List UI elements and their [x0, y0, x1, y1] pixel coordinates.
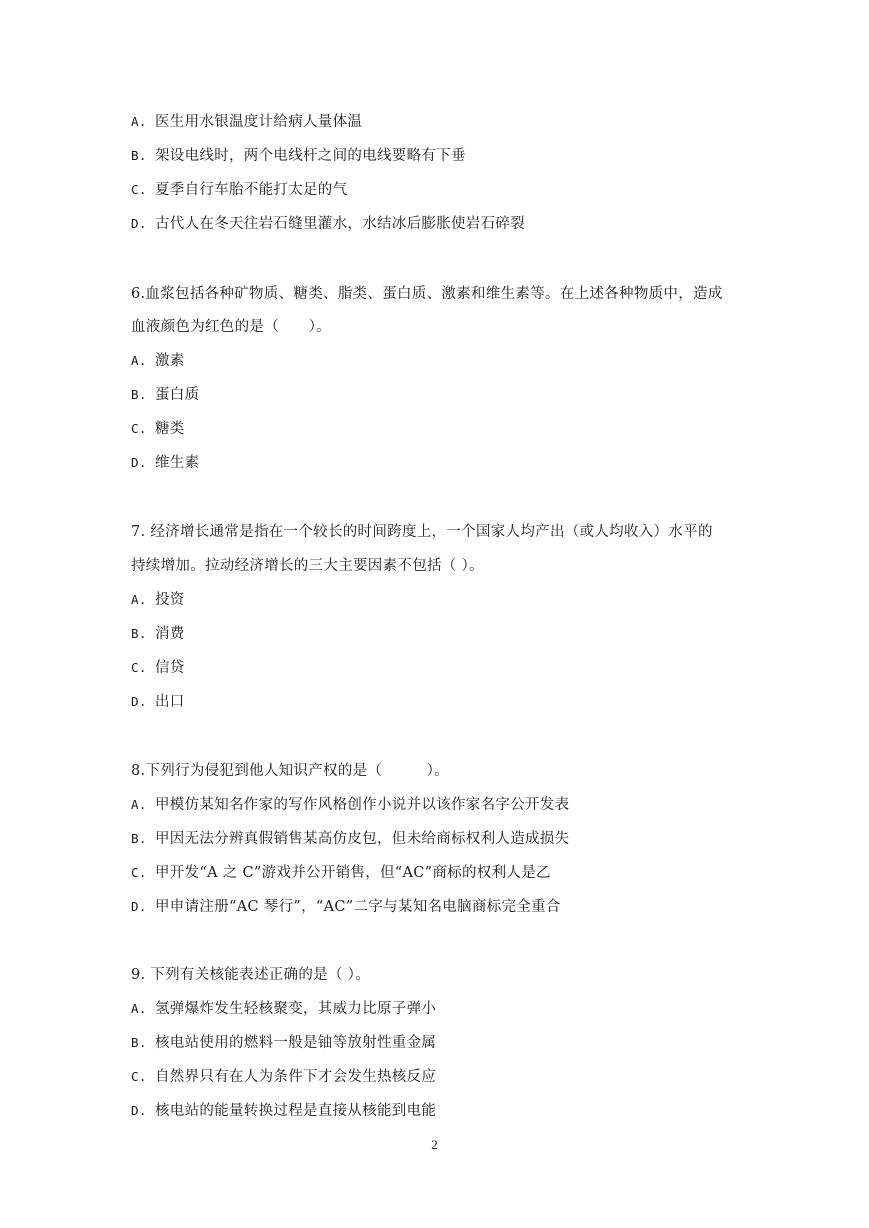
- q7-option-d: [131, 692, 185, 712]
- option-text: 糖类: [155, 421, 185, 437]
- q8-option-a: [131, 795, 569, 815]
- option-text: 出口: [155, 694, 185, 710]
- option-letter: B.: [131, 387, 147, 402]
- option-letter: A.: [131, 1001, 147, 1016]
- q6-stem-line1: 6.血浆包括各种矿物质、糖类、脂类、蛋白质、激素和维生素等。在上述各种物质中，造成: [131, 286, 723, 302]
- option-letter: A.: [131, 797, 147, 812]
- option-text: 甲因无法分辨真假销售某高仿皮包，但未给商标权利人造成损失: [155, 831, 570, 847]
- q9-option-b: [131, 1033, 436, 1053]
- q8-stem-line1: 8.下列行为侵犯到他人知识产权的是（ ）。: [131, 763, 449, 779]
- option-letter: C.: [131, 1069, 147, 1084]
- option-text: 维生素: [155, 455, 200, 471]
- q7-option-b: [131, 624, 185, 644]
- q5-option-b: [131, 146, 466, 166]
- option-letter: D.: [131, 1103, 147, 1118]
- option-text: 古代人在冬天往岩石缝里灌水，水结冰后膨胀使岩石碎裂: [155, 216, 525, 232]
- option-letter: C.: [131, 182, 147, 197]
- q5-option-a: [131, 112, 362, 132]
- option-text: 氢弹爆炸发生轻核聚变，其威力比原子弹小: [155, 1001, 437, 1017]
- option-text: 激素: [155, 353, 185, 369]
- q9-option-a: [131, 999, 436, 1019]
- option-letter: A.: [131, 353, 147, 368]
- q5-option-d: [131, 214, 525, 234]
- option-text: 架设电线时，两个电线杆之间的电线要略有下垂: [155, 148, 466, 164]
- q8-option-b: [131, 829, 569, 849]
- q9-option-c: [131, 1067, 436, 1087]
- option-text: 甲申请注册“AC 琴行”，“AC”二字与某知名电脑商标完全重合: [155, 899, 561, 915]
- q7-option-a: [131, 590, 185, 610]
- option-text: 夏季自行车胎不能打太足的气: [155, 182, 348, 198]
- option-letter: C.: [131, 421, 147, 436]
- option-text: 蛋白质: [155, 387, 200, 403]
- option-letter: D.: [131, 694, 147, 709]
- q7-option-c: [131, 658, 185, 678]
- option-letter: B.: [131, 626, 147, 641]
- q6-option-b: [131, 385, 199, 405]
- option-text: 信贷: [155, 660, 185, 676]
- option-letter: B.: [131, 148, 147, 163]
- q6-option-c: [131, 419, 185, 439]
- option-letter: A.: [131, 114, 147, 129]
- option-letter: A.: [131, 592, 147, 607]
- option-text: 核电站的能量转换过程是直接从核能到电能: [155, 1103, 437, 1119]
- q6-option-d: [131, 453, 199, 473]
- q5-option-c: [131, 180, 347, 200]
- q7-stem-line2: 持续增加。拉动经济增长的三大主要因素不包括（ ）。: [131, 558, 484, 574]
- option-letter: D.: [131, 455, 147, 470]
- option-text: 甲开发“A 之 C”游戏并公开销售，但“AC”商标的权利人是乙: [155, 865, 551, 881]
- option-letter: C.: [131, 660, 147, 675]
- option-letter: B.: [131, 1035, 147, 1050]
- option-letter: B.: [131, 831, 147, 846]
- option-letter: D.: [131, 899, 147, 914]
- page-number: 2: [431, 1137, 438, 1152]
- option-text: 自然界只有在人为条件下才会发生热核反应: [155, 1069, 437, 1085]
- option-text: 甲模仿某知名作家的写作风格创作小说并以该作家名字公开发表: [155, 797, 570, 813]
- q7-stem-line1: 7. 经济增长通常是指在一个较长的时间跨度上，一个国家人均产出（或人均收入）水平的: [131, 524, 713, 540]
- q9-option-d: [131, 1101, 436, 1121]
- q9-stem-line1: 9. 下列有关核能表述正确的是（ ）。: [131, 967, 371, 983]
- option-letter: D.: [131, 216, 147, 231]
- q8-option-d: [131, 897, 561, 917]
- option-text: 核电站使用的燃料一般是铀等放射性重金属: [155, 1035, 437, 1051]
- option-text: 消费: [155, 626, 185, 642]
- q6-option-a: [131, 351, 185, 371]
- option-text: 医生用水银温度计给病人量体温: [155, 114, 363, 130]
- q6-stem-line2: 血液颜色为红色的是（ ）。: [131, 319, 331, 335]
- option-letter: C.: [131, 865, 147, 880]
- option-text: 投资: [155, 592, 185, 608]
- q8-option-c: [131, 863, 551, 883]
